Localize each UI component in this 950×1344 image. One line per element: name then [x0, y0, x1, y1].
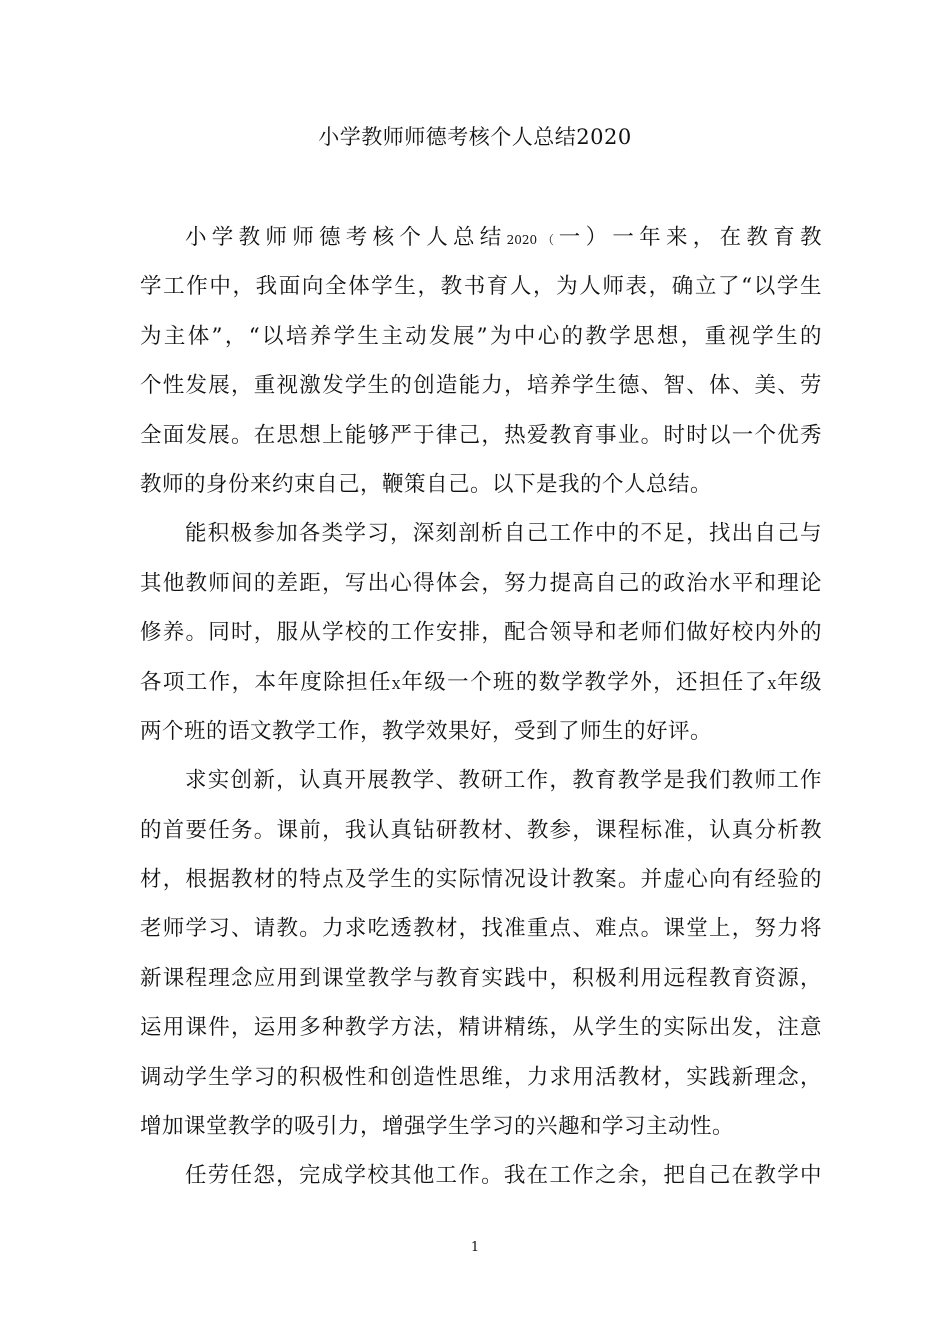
paragraph-3-line-2: 的首要任务。课前，我认真钻研教材、教参，课程标准，认真分析教: [140, 817, 822, 843]
paragraph-2-line-1: 能积极参加各类学习，深刻剖析自己工作中的不足，找出自己与: [185, 521, 822, 547]
paragraph-3-line-7: 调动学生学习的积极性和创造性思维，力求用活教材，实践新理念，: [140, 1064, 822, 1090]
paragraph-1-line-6: 教师的身份来约束自己，鞭策自己。以下是我的个人总结。: [140, 471, 713, 497]
inline-opening-text: 一）一年来，在教育教: [558, 225, 822, 250]
paragraph-3-line-1: 求实创新，认真开展教学、教研工作，教育教学是我们教师工作: [185, 768, 822, 794]
paragraph-3-line-3: 材，根据教材的特点及学生的实际情况设计教案。并虚心向有经验的: [140, 867, 822, 893]
paragraph-1-line-2: 学工作中，我面向全体学生，教书育人，为人师表，确立了“以学生: [140, 274, 822, 300]
line-segment: 年级: [776, 669, 822, 695]
paragraph-3-line-6: 运用课件，运用多种教学方法，精讲精练，从学生的实际出发，注意: [140, 1015, 822, 1041]
paragraph-3: [140, 766, 822, 1161]
line-segment: 各项工作，本年度除担任: [140, 669, 392, 695]
paragraph-4-line-1: 任劳任怨，完成学校其他工作。我在工作之余，把自己在教学中: [185, 1163, 822, 1189]
line-segment: 年级一个班的数学教学外，还担任了: [400, 669, 768, 695]
inline-year-text: 2020（: [506, 233, 559, 247]
paragraph-1-line-1: [140, 223, 822, 272]
inline-title-text: 小学教师师德考核个人总结: [185, 225, 507, 250]
paragraph-2: [140, 519, 822, 766]
paragraph-2-line-4: [140, 668, 822, 717]
page-number: 1: [470, 1240, 480, 1255]
paragraph-3-line-8: 增加课堂教学的吸引力，增强学生学习的兴趣和学习主动性。: [140, 1114, 735, 1140]
paragraph-3-line-4: 老师学习、请教。力求吃透教材，找准重点、难点。课堂上，努力将: [140, 916, 822, 942]
grade-placeholder-x: X: [767, 677, 777, 692]
paragraph-1-line-3: 为主体”，“以培养学生主动发展”为中心的教学思想，重视学生的: [140, 323, 822, 349]
document-body: [140, 223, 822, 1211]
paragraph-1-line-5: 全面发展。在思想上能够严于律己，热爱教育事业。时时以一个优秀: [140, 422, 822, 448]
paragraph-4: [140, 1161, 822, 1210]
paragraph-1: [140, 223, 822, 519]
document-title: 小学教师师德考核个人总结2020: [318, 125, 632, 149]
paragraph-1-line-4: 个性发展，重视激发学生的创造能力，培养学生德、智、体、美、劳: [140, 373, 822, 399]
paragraph-2-line-2: 其他教师间的差距，写出心得体会，努力提高自己的政治水平和理论: [140, 570, 822, 596]
paragraph-2-line-5: 两个班的语文教学工作，教学效果好，受到了师生的好评。: [140, 718, 713, 744]
paragraph-3-line-5: 新课程理念应用到课堂教学与教育实践中，积极利用远程教育资源，: [140, 965, 822, 991]
grade-placeholder-x: X: [391, 677, 401, 692]
paragraph-2-line-3: 修养。同时，服从学校的工作安排，配合领导和老师们做好校内外的: [140, 620, 822, 646]
